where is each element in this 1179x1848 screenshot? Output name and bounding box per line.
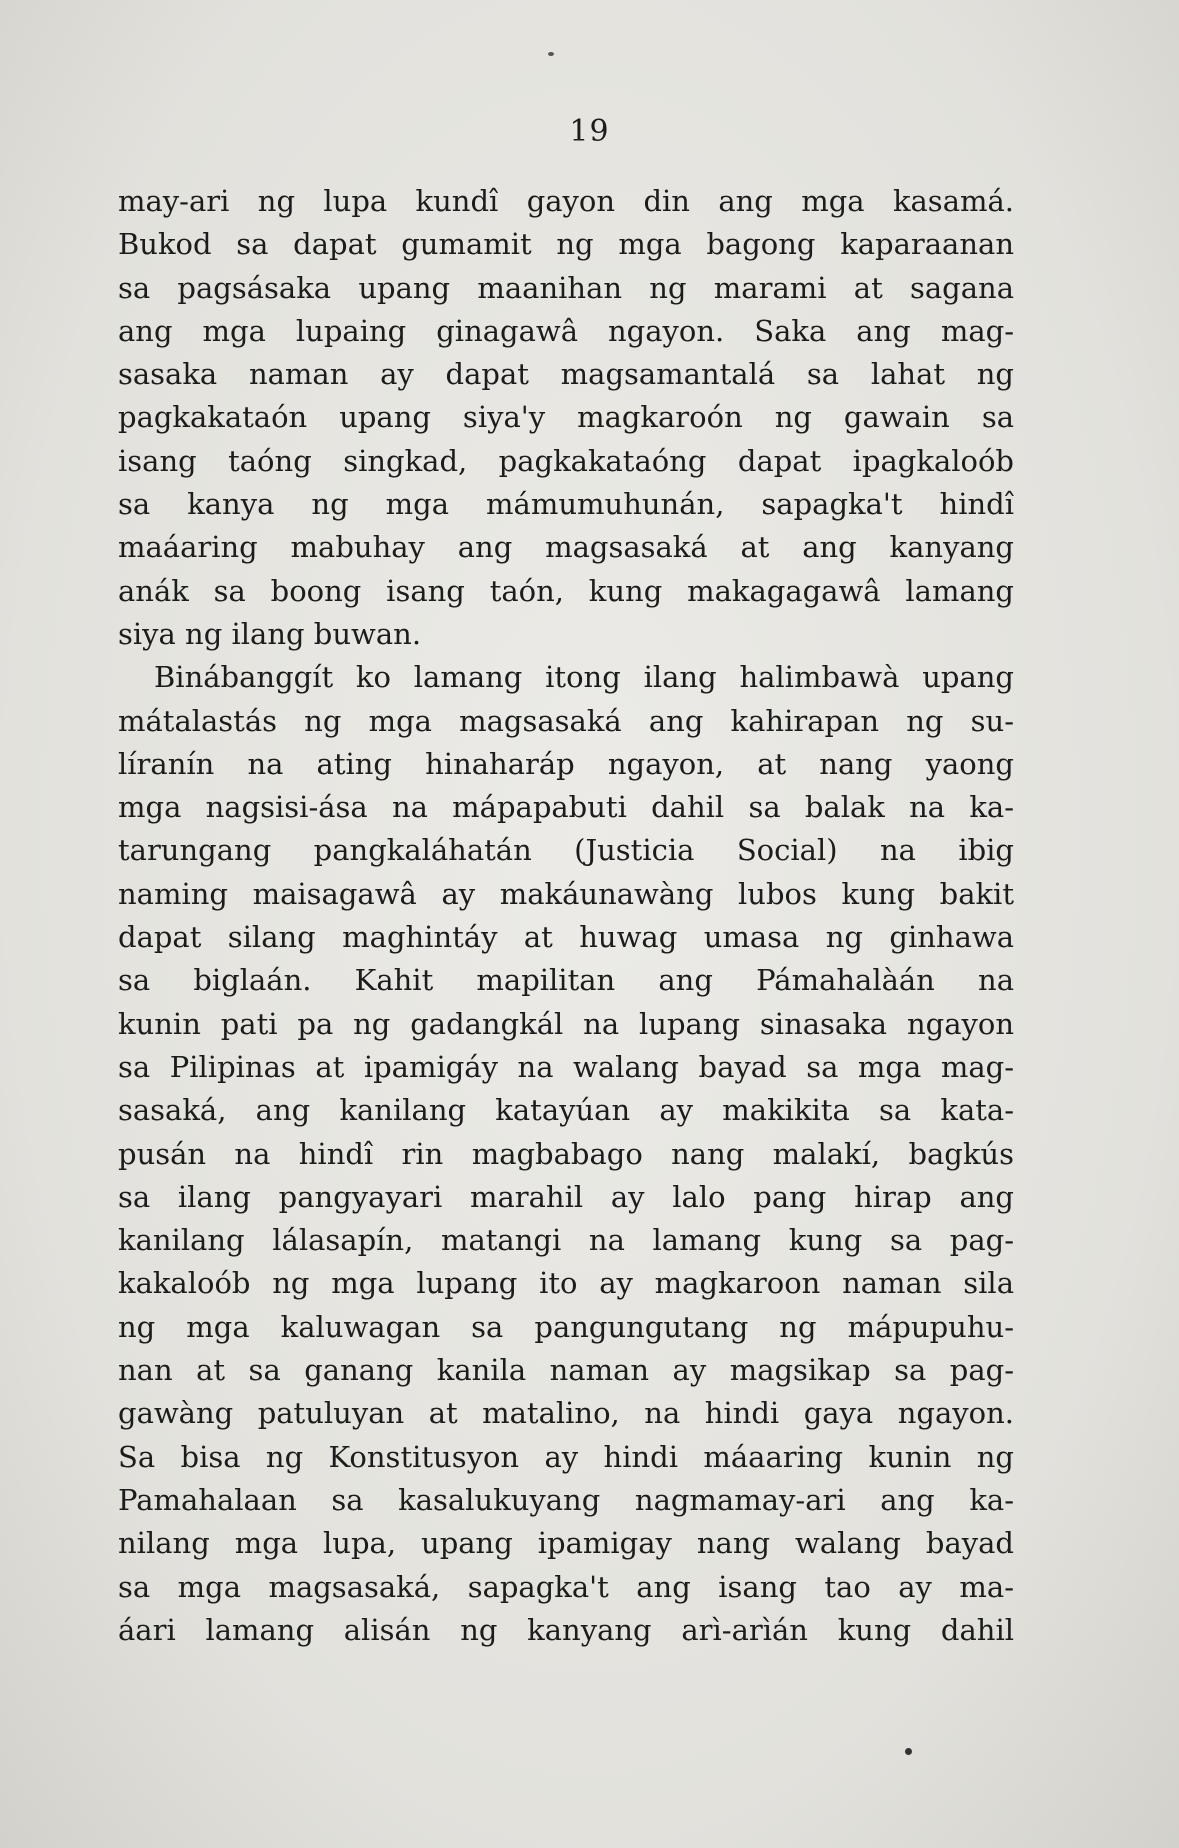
text-line: tarungang pangkaláhatán (Justicia Social) na ibig: [118, 833, 1014, 868]
body-text: [118, 180, 1014, 1652]
text-line: sasaka naman ay dapat magsamantalá sa lahat ng: [118, 357, 1014, 392]
text-line: Sa bisa ng Konstitusyon ay hindi máaaring kunin ng: [118, 1439, 1014, 1474]
print-speck: [548, 52, 554, 56]
text-line: sasaká, ang kanilang katayúan ay makikita sa kata-: [118, 1093, 1014, 1128]
paragraph-start-line: Binábanggít ko lamang itong ilang halimbawà upang: [154, 660, 1014, 695]
text-line: sa ilang pangyayari marahil ay lalo pang hirap ang: [118, 1179, 1014, 1214]
text-line: maáaring mabuhay ang magsasaká at ang kanyang: [118, 530, 1014, 565]
text-line: anák sa boong isang taón, kung makagagawâ lamang: [118, 573, 1014, 608]
text-line: sa biglaán. Kahit mapilitan ang Pámahalàán na: [118, 963, 1014, 998]
text-line: Pamahalaan sa kasalukuyang nagmamay-ari ang ka-: [118, 1482, 1014, 1517]
text-line: naming maisagawâ ay makáunawàng lubos kung bakit: [118, 876, 1014, 911]
text-line: ang mga lupaing ginagawâ ngayon. Saka ang mag-: [118, 313, 1014, 348]
text-line: isang taóng singkad, pagkakataóng dapat ipagkaloób: [118, 443, 1014, 478]
text-line: gawàng patuluyan at matalino, na hindi gaya ngayon.: [118, 1396, 1014, 1431]
text-line: mga nagsisi-ása na mápapabuti dahil sa balak na ka-: [118, 790, 1014, 825]
text-line: sa pagsásaka upang maanihan ng marami at sagana: [118, 270, 1014, 305]
text-line: kakaloób ng mga lupang ito ay magkaroon naman sila: [118, 1266, 1014, 1301]
text-line: Bukod sa dapat gumamit ng mga bagong kaparaanan: [118, 227, 1014, 262]
text-line: dapat silang maghintáy at huwag umasa ng ginhawa: [118, 920, 1014, 955]
text-line: siya ng ilang buwan.: [118, 616, 422, 651]
text-line: may-ari ng lupa kundî gayon din ang mga kasamá.: [118, 184, 1014, 218]
text-line: ng mga kaluwagan sa pangungutang ng mápupuhu-: [118, 1309, 1014, 1344]
text-line: líranín na ating hinaharáp ngayon, at nang yaong: [118, 746, 1014, 781]
text-line: kunin pati pa ng gadangkál na lupang sinasaka ngayon: [118, 1006, 1014, 1041]
text-line: nan at sa ganang kanila naman ay magsikap sa pag-: [118, 1353, 1014, 1388]
page-number: 19: [569, 114, 610, 149]
print-speck: [905, 1748, 912, 1755]
text-line: sa mga magsasaká, sapagka't ang isang tao ay ma-: [118, 1569, 1014, 1604]
text-line: pusán na hindî rin magbabago nang malakí, bagkús: [118, 1136, 1014, 1171]
text-line: áari lamang alisán ng kanyang arì-arìán kung dahil: [118, 1612, 1014, 1647]
text-line: mátalastás ng mga magsasaká ang kahirapan ng su-: [118, 703, 1014, 738]
text-line: pagkakataón upang siya'y magkaroón ng gawain sa: [118, 400, 1014, 435]
text-line: sa kanya ng mga mámumuhunán, sapagka't hindî: [118, 487, 1014, 522]
text-line: kanilang lálasapín, matangi na lamang kung sa pag-: [118, 1223, 1014, 1258]
text-line: sa Pilipinas at ipamigáy na walang bayad sa mga mag-: [118, 1049, 1014, 1084]
text-line: nilang mga lupa, upang ipamigay nang walang bayad: [118, 1526, 1014, 1561]
